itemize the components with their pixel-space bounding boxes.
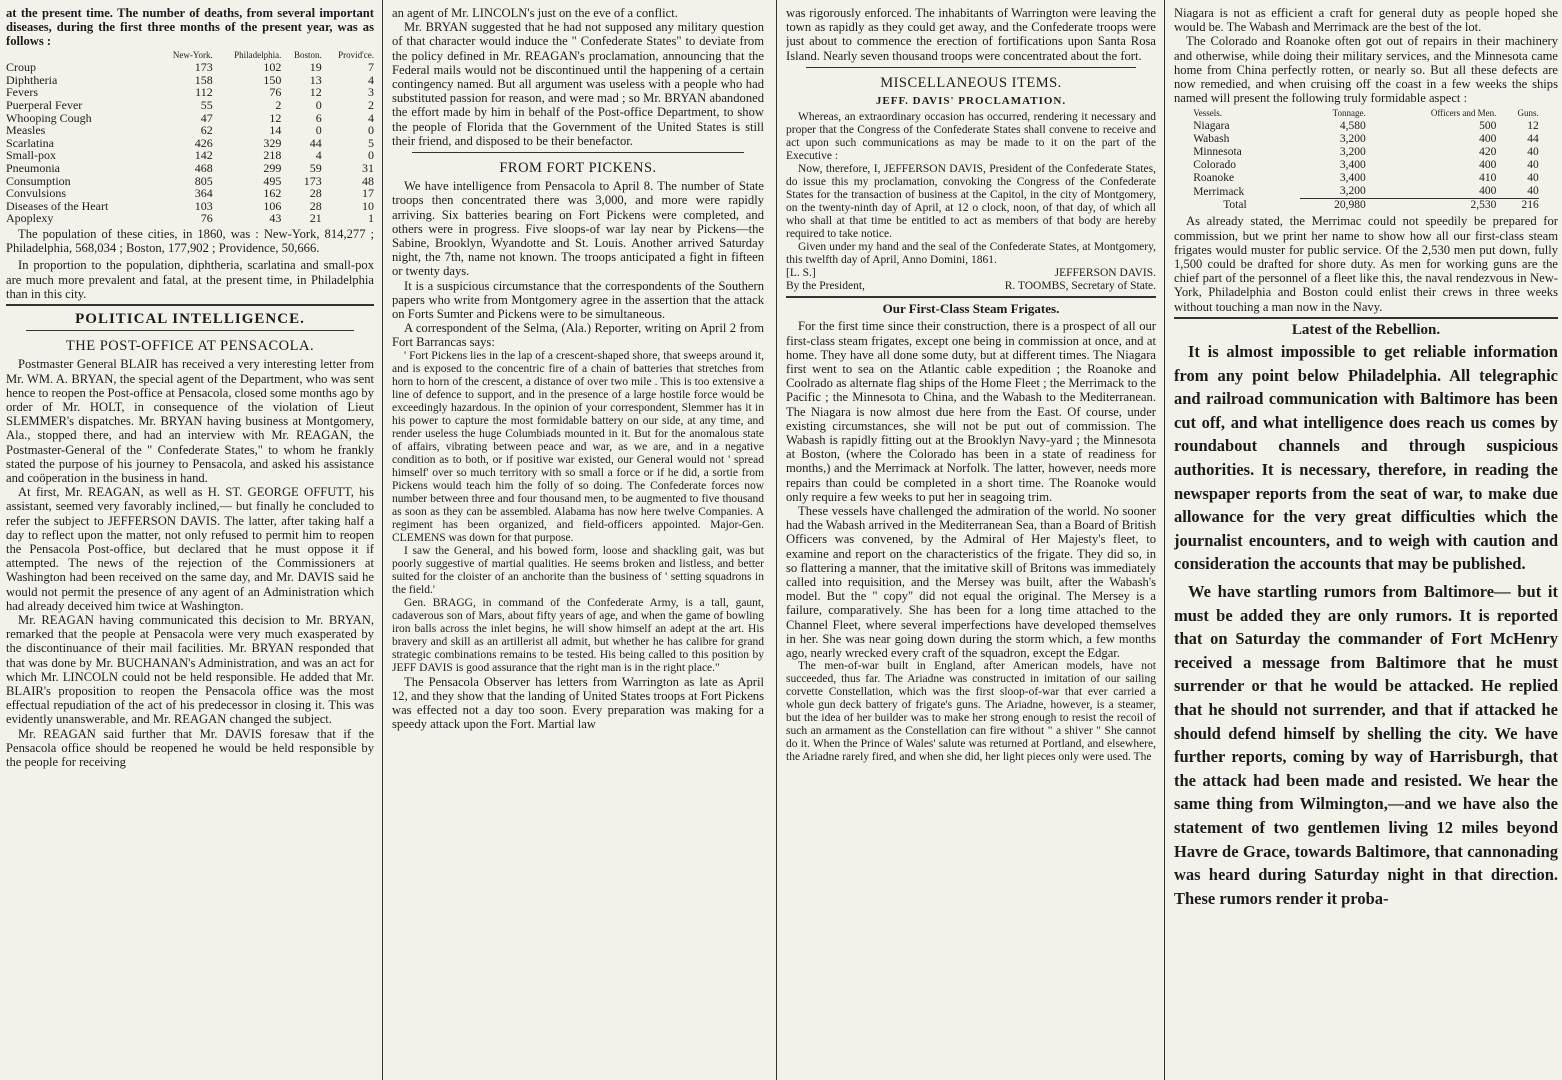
table-cell: 420	[1479, 146, 1497, 159]
divider	[6, 304, 374, 306]
table-cell: 150	[263, 72, 282, 87]
disease-table	[6, 49, 374, 225]
table-cell: Merrimack	[1193, 185, 1245, 198]
table-cell: 3	[368, 85, 374, 100]
table-cell: Consumption	[6, 173, 71, 188]
table-cell: 364	[194, 186, 213, 201]
table-cell: 0	[315, 123, 322, 138]
table-cell: 3,400	[1339, 172, 1366, 185]
quoted-paragraph: I saw the General, and his bowed form, loose and shackling gait, was but poorly suggestive of martial qualities. He seems broken and listless, and better suited for the cloister of an anchorite than the business of ' setting squadrons in the field.'	[392, 544, 764, 596]
table-header: Tonnage.	[1332, 108, 1366, 119]
table-cell: 158	[194, 72, 213, 87]
total-row	[1193, 199, 1539, 213]
article-paragraph: As already stated, the Merrimac could not speedily be prepared for commission, but we print her name to show how all our first-class steam frigates would muster for public service. Of the 2,530 men put down, fully 1,500 could be drafted for shore duty. As men for working guns are the chief part of the personnel of a fleet like this, the naval rendezvous in New-York, Philadelphia and Boston could enlist their crews in three weeks without touching a man now in the Navy.	[1174, 214, 1558, 314]
total-men: 2,530	[1366, 199, 1497, 213]
attestation-line	[786, 280, 1156, 293]
article-paragraph: an agent of Mr. LINCOLN's just on the eve of a conflict.	[392, 6, 678, 20]
article-paragraph: Mr. BRYAN suggested that he had not supposed any military question of that character would induce the " Confederate States" to deviate from the policy defined in Mr. REAGAN's proclamation, announcing that the Federal mails would not be discontinued until the happening of a certain contingency named. But all argument was useless with a people who had substituted passion for reason, and were mad ; so Mr. BRYAN abandoned the effort made by him in behalf of the Post-office Department, to show the people of Florida that the Government of the United States is still their friend, and disposed to be their benefactor.	[392, 20, 764, 148]
table-cell: 400	[1479, 185, 1497, 198]
by-president: By the President,	[786, 280, 865, 293]
table-row	[1193, 172, 1539, 185]
total-guns: 216	[1496, 199, 1538, 213]
article-paragraph: At first, Mr. REAGAN, as well as H. ST. GEORGE OFFUTT, his assistant, seemed very favorably inclined,— but finally he concluded to refer the subject to JEFFERSON DAVIS. The latter, after taking half a day to reflect upon the matter, not only refused to permit him to reopen the Pensacola Post-office, but declared that he must oppose it if attempted. The news of the rejection of the Commissioners at Washington had been received on the same day, and Mr. DAVIS said he would not permit the presence of any agent of an Administration which had already deceived him twice at Washington.	[6, 485, 374, 613]
divider	[786, 296, 1156, 298]
article-paragraph: was rigorously enforced. The inhabitants of Warrington were leaving the town as rapidly as they could get away, and the Confederate troops were just about to commence the erection of fortifications upon Santa Rosa Island. Nearly seven thousand troops were concentrated about the fort.	[786, 6, 1156, 63]
table-cell: Whooping Cough	[6, 110, 92, 125]
intro-paragraph: at the present time. The number of deaths, from several important diseases, during the first three months of the present year, was as follows :	[6, 6, 374, 49]
table-cell: Measles	[6, 123, 46, 138]
table-cell: 162	[263, 186, 282, 201]
table-cell: 47	[200, 110, 213, 125]
section-heading: POLITICAL INTELLIGENCE.	[75, 310, 305, 327]
article-paragraph: The Colorado and Roanoke often got out of repairs in their machinery and otherwise, while doing their military services, and the Minnesota came home from China perfectly rotten, or nearly so. But all these defects are now remedied, and when cruising off the coast in a few weeks the ships named will present the following truly formidable aspect :	[1174, 34, 1558, 106]
table-header: Boston.	[294, 49, 322, 60]
column-1	[6, 6, 374, 1080]
table-cell: 4	[368, 72, 374, 87]
article-paragraph: Niagara is not as efficient a craft for general duty as people hoped she would be. The Wabash and Merrimack are the best of the lot.	[1174, 6, 1558, 35]
quoted-paragraph: Gen. BRAGG, in command of the Confederate Army, is a tall, gaunt, cadaverous son of Mars, about fifty years of age, and when the game of bowling iron balls across the inlet begins, he will show himself an adept at the art. His bravery and skill as an artillerist all admit, but whether he has calibre for grand strategic combinations remains to be tested. His being called to this position by JEFF DAVIS is good assurance that the right man is in the right place."	[392, 596, 764, 674]
column-rule	[1164, 0, 1165, 1080]
table-cell: Convulsions	[6, 186, 67, 201]
table-cell: 19	[309, 60, 322, 75]
table-cell: 12	[1527, 120, 1539, 133]
article-paragraph: We have startling rumors from Baltimore— but it must be added they are only rumors. It is reported that on Saturday the commander of Fort McHenry received a message from Baltimore that he must surrender or that he would be attacked. He replied that he should not surrender, and that if attacked he should defend himself by shelling the city. We have further reports, coming by way of Harrisburgh, that the attack had been made and resisted. We hear the same thing from Wilmington,—and we have also the statement of two gentlemen living 12 miles beyond Havre de Grace, towards Baltimore, that cannonading was heard during Saturday night in that direction. These rumors render it proba-	[1174, 581, 1558, 908]
table-cell: 173	[303, 173, 322, 188]
column-rule	[382, 0, 383, 1080]
table-cell: Roanoke	[1193, 172, 1235, 185]
table-cell: 102	[263, 60, 282, 75]
table-cell: 142	[194, 148, 213, 163]
table-cell: 106	[263, 198, 282, 213]
table-header-row	[1193, 107, 1539, 120]
column-4	[1174, 6, 1558, 1080]
total-label: Total	[1223, 199, 1247, 212]
table-cell: 7	[368, 60, 374, 75]
table-cell: 12	[269, 110, 282, 125]
table-cell: Pneumonia	[6, 160, 60, 175]
article-heading: Our First-Class Steam Frigates.	[882, 301, 1060, 317]
table-cell: Croup	[6, 60, 36, 75]
table-cell: 0	[315, 97, 322, 112]
table-row	[1193, 146, 1539, 159]
divider	[806, 67, 1136, 68]
table-row	[1193, 133, 1539, 146]
table-row	[1193, 185, 1539, 199]
table-header: Provid'ce.	[338, 49, 374, 60]
article-paragraph: These vessels have challenged the admiration of the world. No sooner had the Wabash arrived in the Mediterranean Sea, than a Board of British Officers was convened, by the Admiral of Her Majesty's fleet, to examine and report on the characteristics of the frigate. They did so, in so flattering a manner, that the imitative skill of Britons was immediately called into requisition, and the Mersey was built, after the Wabash's model. But the " copy" did not equal the original. The Mersey is a failure, comparatively. She has been for a long time attached to the Channel Fleet, where several imperfections have developed themselves in her. She was near going down during the storm which, a few months ago, nearly wrecked every craft of the squadron, except the Edgar.	[786, 504, 1156, 661]
table-cell: 410	[1479, 172, 1497, 185]
proclamation-paragraph: Now, therefore, I, JEFFERSON DAVIS, President of the Confederate States, do issue this my proclamation, convoking the Congress of the Confederate States for the transaction of business at the Capitol, in the city of Montgomery, on the twenty-ninth day of April, at 12 o clock, noon, of that day, of which all who shall at that time be entitled to act as members of that body are hereby required to take notice.	[786, 163, 1156, 241]
article-paragraph: The Pensacola Observer has letters from Warrington as late as April 12, and they show that the landing of United States troops at Fort Pickens was effected not a day too soon. Every preparation was making for a speedy attack upon the Fort. Martial law	[392, 674, 764, 732]
seal-mark: [L. S.]	[786, 267, 816, 280]
table-cell: Small-pox	[6, 148, 56, 163]
table-cell: 329	[263, 135, 282, 150]
table-cell: Niagara	[1193, 120, 1230, 133]
table-cell: 3,400	[1339, 159, 1366, 172]
table-cell: Scarlatina	[6, 135, 54, 150]
article-paragraph: Postmaster General BLAIR has received a very interesting letter from Mr. WM. A. BRYAN, the special agent of the Department, who was sent hence to reopen the Post-office at Pensacola, closed some months ago by order of Mr. HOLT, in consequence of the violation of Lieut SLEMMER's dispatches. Mr. BRYAN having business at Montgomery, Ala., stopped there, and had an interview with Mr. REAGAN, the Postmaster-General of the " Confederate States," to whom he frankly stated the purpose of his journey to Pensacola, and asked his assistance and coöperation in the business in hand.	[6, 357, 374, 485]
column-3	[786, 6, 1156, 1080]
table-cell: 14	[269, 123, 282, 138]
signature-line	[786, 267, 1156, 280]
table-cell: 28	[309, 186, 322, 201]
table-cell: 43	[269, 211, 282, 226]
table-cell: Diphtheria	[6, 72, 58, 87]
table-cell: 0	[368, 123, 374, 138]
rebellion-article	[1174, 340, 1558, 910]
table-row	[1193, 159, 1539, 172]
divider	[1174, 317, 1558, 319]
table-row	[6, 124, 374, 137]
table-row	[1193, 120, 1539, 133]
article-heading: Latest of the Rebellion.	[1291, 321, 1441, 338]
total-tonnage: 20,980	[1300, 199, 1366, 213]
divider	[412, 152, 744, 153]
table-header: Guns.	[1517, 108, 1539, 119]
table-header: Officers and Men.	[1430, 108, 1497, 119]
table-cell: 299	[263, 160, 282, 175]
table-cell: 112	[195, 85, 213, 100]
table-cell: 2	[275, 97, 282, 112]
table-cell: 4	[368, 110, 374, 125]
table-cell: 3,200	[1339, 185, 1366, 198]
table-cell: Wabash	[1193, 133, 1230, 146]
table-cell: 218	[263, 148, 282, 163]
table-cell: Diseases of the Heart	[6, 198, 109, 213]
table-cell: 400	[1479, 159, 1497, 172]
article-paragraph: We have intelligence from Pensacola to April 8. The number of State troops then concentrated there was 3,000, and more were rapidly arriving. Six batteries bearing on Fort Pickens were completed, and others were in progress. Five sloops-of war lay near by Pickens—the Sabine, Brooklyn, Wyandotte and St. Louis. Another arrived Saturday night, the 7th, name not known. The troops anticipated a fight in fifteen or twenty days.	[392, 179, 764, 279]
table-cell: 468	[194, 160, 213, 175]
table-cell: 59	[309, 160, 322, 175]
table-cell: 6	[315, 110, 322, 125]
article-heading: THE POST-OFFICE AT PENSACOLA.	[65, 338, 315, 355]
table-cell: 21	[309, 211, 322, 226]
table-cell: 76	[200, 211, 213, 226]
table-cell: Apoplexy	[6, 211, 54, 226]
column-rule	[776, 0, 777, 1080]
article-paragraph: It is almost impossible to get reliable information from any point below Philadelphia. All telegraphic and railroad communication with Baltimore has been cut off, and what intelligence does reach us comes by roundabout channels and through suspicious authorities. It is necessary, therefore, in reading the newspaper reports from the seat of war, to make due allowance for the very great difficulties which the journalist encounters, and to weigh with caution and consideration the accounts that may be published.	[1174, 342, 1558, 574]
table-cell: 4	[315, 148, 322, 163]
signer-name: JEFFERSON DAVIS.	[1054, 267, 1156, 280]
table-cell: 3,200	[1339, 146, 1366, 159]
table-cell: 103	[194, 198, 213, 213]
article-paragraph: It is a suspicious circumstance that the correspondents of the Southern papers who write from Montgomery agree in the assertion that the attack on Forts Sumter and Pickens were to be simultaneous.	[392, 278, 764, 322]
table-cell: 495	[263, 173, 282, 188]
table-row	[6, 212, 374, 225]
secretary-name: R. TOOMBS, Secretary of State.	[1004, 280, 1156, 293]
table-cell: 10	[362, 198, 374, 213]
table-cell: 28	[309, 198, 322, 213]
table-cell: 500	[1479, 120, 1497, 133]
table-cell: 12	[309, 85, 322, 100]
quoted-paragraph: ' Fort Pickens lies in the lap of a crescent-shaped shore, that sweeps around it, and is exposed to the concentric fire of a chain of batteries that stretches from horn to horn of the crescent, a distance of over two mile . This is too extensive a line of defence to support, and in the presence of a large hostile force would be exceedingly hazardous. In the opinion of your correspondent, Slemmer has it in his power to capture the most formidable battery on our side, at any time, and render useless the huge Columbiads mounted in it. But for the anomalous state of affairs, vibrating between peace and war, as we are, and in a negative condition as to both, or if positive war existed, our General would not ' spread himself' over so much territory with so small a force or if he did, a sortie from Pickens would teach him the folly of so doing. The Confederate forces now number between three and four thousand men, to be augmented to five thousand as soon as they can be assembled. Alabama has now here twelve Companies. A regiment has been organized, and field-officers appointed. Major-Gen. CLEMENS was down for that purpose.	[392, 349, 764, 544]
table-cell: 0	[368, 148, 374, 163]
table-cell: Puerperal Fever	[6, 97, 83, 112]
table-cell: 173	[194, 60, 213, 75]
article-heading: MISCELLANEOUS ITEMS.	[880, 74, 1062, 91]
table-cell: 4,580	[1339, 120, 1366, 133]
article-subheading: JEFF. DAVIS' PROCLAMATION.	[875, 95, 1067, 108]
table-row	[6, 61, 374, 74]
table-header: Philadelphia.	[234, 49, 282, 60]
population-paragraph: The population of these cities, in 1860, was : New-York, 814,277 ; Philadelphia, 568,034 ; Boston, 177,902 ; Providence, 50,666.	[6, 226, 374, 256]
table-cell: 44	[309, 135, 322, 150]
proportion-paragraph: In proportion to the population, diphtheria, scarlatina and small-pox are much more prevalent and fatal, at the present time, in Philadelphia than in this city.	[6, 258, 374, 301]
table-cell: 48	[362, 173, 374, 188]
table-row	[6, 187, 374, 200]
article-heading: FROM FORT PICKENS.	[499, 160, 657, 177]
proclamation-paragraph: Whereas, an extraordinary occasion has occurred, rendering it necessary and proper that the Congress of the Confederate States shall convene to receive and act upon such communications as may be made to it on the part of the Executive :	[786, 111, 1156, 163]
table-cell: 55	[200, 97, 213, 112]
table-cell: 40	[1527, 185, 1539, 198]
table-cell: 805	[194, 173, 213, 188]
table-cell: Colorado	[1193, 159, 1237, 172]
table-cell: 31	[362, 160, 374, 175]
article-paragraph: A correspondent of the Selma, (Ala.) Reporter, writing on April 2 from Fort Barrancas says:	[392, 321, 764, 350]
table-cell: 62	[200, 123, 213, 138]
table-header: Vessels.	[1193, 108, 1222, 119]
article-paragraph: Mr. REAGAN said further that Mr. DAVIS foresaw that if the Pensacola office should be reopened he would be held responsible by the people for receiving	[6, 726, 374, 770]
article-paragraph: Mr. REAGAN having communicated this decision to Mr. BRYAN, remarked that the people at Pensacola were very much exasperated by the discontinuance of their mail facilities. Mr. BRYAN responded that that was done by Mr. BUCHANAN's Administration, and was an act for which Mr. LINCOLN could not be held responsible. He added that Mr. BLAIR's proposition to reopen the Pensacola office was the most effectual repudiation of the act of his predecessor in closing it. This was evidently unanswerable, and Mr. REAGAN changed the subject.	[6, 613, 374, 727]
table-cell: 40	[1527, 172, 1539, 185]
article-paragraph: For the first time since their construction, there is a prospect of all our first-class steam frigates, except one being in commission at once, and at home. They have all done some duty, but at different times. The Niagara first went to sea on the Atlantic cable expedition ; the Roanoke and Coolrado as alternate flag ships of the Home Fleet ; the Merrimack to the Pacific ; the Minnesota to China, and the Wabash to the Mediterranean. The Niagara is now almost due here from the East. Of course, under existing circumstances, she will not be put out of commission. The Wabash is rapidly fitting out at the Brooklyn Navy-yard ; the Minnesota at Boston, (where the Colorado has been in a state of readiness for months,) and the Merrimack at Norfolk. The latter, however, needs more repairs than could be completed in a short time. The Roanoke would only require a few weeks to put her in seagoing trim.	[786, 319, 1156, 504]
table-row	[6, 162, 374, 175]
table-cell: 44	[1527, 133, 1539, 146]
table-cell: Minnesota	[1193, 146, 1242, 159]
proclamation-paragraph: Given under my hand and the seal of the Confederate States, at Montgomery, this twelfth day of April, Anno Domini, 1861.	[786, 241, 1156, 267]
table-row	[6, 99, 374, 112]
table-cell: 400	[1479, 133, 1497, 146]
table-cell: 40	[1527, 159, 1539, 172]
table-cell: 1	[368, 211, 374, 226]
table-cell: 426	[194, 135, 213, 150]
table-cell: 2	[368, 97, 374, 112]
frigate-table	[1193, 107, 1539, 212]
table-cell: Fevers	[6, 85, 38, 100]
table-cell: 13	[309, 72, 322, 87]
divider	[26, 330, 354, 331]
table-cell: 17	[362, 186, 374, 201]
article-paragraph: The men-of-war built in England, after American models, have not succeeded, thus far. The Ariadne was constructed in imitation of our sailing corvette Constellation, which was the first sloop-of-war that ever carried a whole gun deck battery of frigate's guns. The Ariadne, however, is a steamer, but the idea of her builder was to make her strong enough to resist the recoil of such an armament as the Constellation can fire without " a shiver " She cannot do it. When the Prince of Wales' salute was returned at Portland, and elsewhere, the Ariadne rarely fired, and when she did, her light pieces only were used. The	[786, 660, 1156, 764]
table-cell: 76	[269, 85, 282, 100]
table-cell: 40	[1527, 146, 1539, 159]
column-2	[392, 6, 764, 1080]
table-header: New-York.	[172, 49, 213, 60]
table-cell: 3,200	[1339, 133, 1366, 146]
table-cell: 5	[368, 135, 374, 150]
